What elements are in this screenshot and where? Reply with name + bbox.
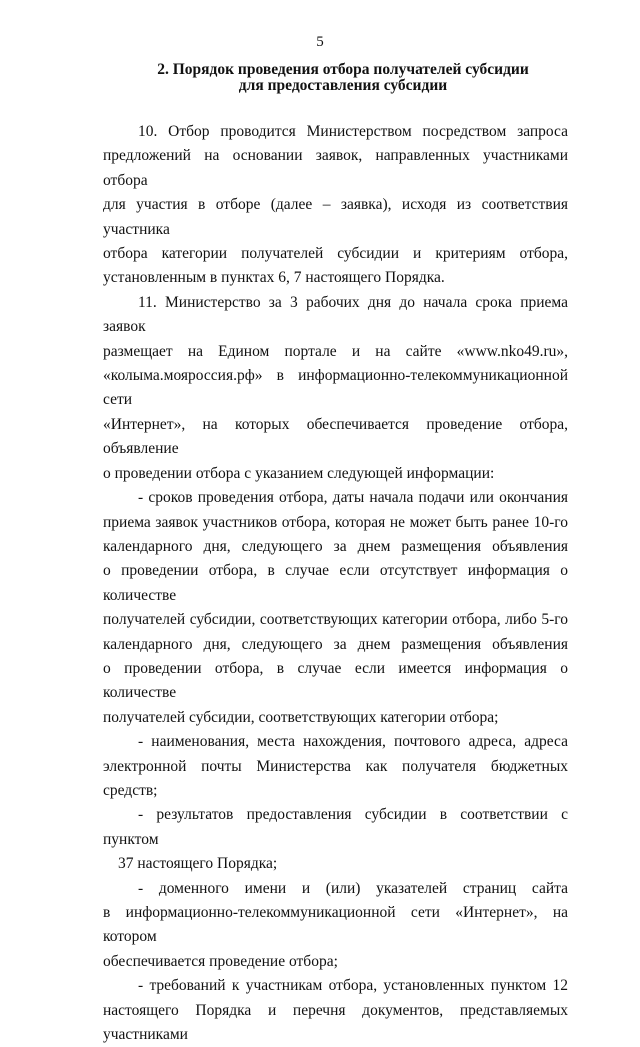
section-heading-line-2: для предоставления субсидии: [238, 77, 448, 94]
section-heading-line-1: 2. Порядок проведения отбора получателей субсидии: [157, 61, 529, 78]
text-line: - доменного имени и (или) указателей страниц сайта: [138, 879, 568, 897]
list-item-requirements: [103, 974, 568, 1047]
text-line: 11. Министерство за 3 рабочих дня до начала срока приема заявок: [103, 293, 568, 336]
text-line: 37 настоящего Порядка;: [118, 855, 278, 873]
paragraph-11: [103, 291, 568, 486]
page-number: 5: [316, 34, 324, 50]
text-line: в информационно-телекоммуникационной сети «Интернет», на котором: [103, 904, 568, 946]
text-line: о проведении отбора, в случае если отсутствует информация о количестве: [103, 562, 568, 604]
document-body: [103, 120, 568, 1047]
list-item-deadlines: [103, 486, 568, 730]
text-line: 10. Отбор проводится Министерством посредством запроса: [138, 123, 568, 140]
list-item-domain-name: [103, 877, 568, 975]
text-line: обеспечивается проведение отбора;: [103, 952, 338, 970]
text-line: установленным в пунктах 6, 7 настоящего Порядка.: [103, 269, 445, 287]
text-line: предложений на основании заявок, направленных участниками отбора: [103, 147, 568, 189]
text-line: настоящего Порядка и перечня документов, представляемых участниками: [103, 1001, 568, 1044]
text-line: календарного дня, следующего за днем размещения объявления: [103, 635, 568, 653]
text-line: приема заявок участников отбора, которая не может быть ранее 10-го: [103, 513, 568, 531]
text-line: - наименования, места нахождения, почтового адреса, адреса: [138, 733, 568, 751]
paragraph-10: [103, 120, 568, 291]
text-line: - требований к участникам отбора, установленных пунктом 12: [138, 977, 568, 995]
list-item-results: [103, 803, 568, 876]
text-line: - сроков проведения отбора, даты начала подачи или окончания: [138, 489, 568, 507]
text-line: получателей субсидии, соответствующих категории отбора, либо 5-го: [103, 611, 568, 629]
section-heading: [103, 62, 583, 94]
text-line: календарного дня, следующего за днем размещения объявления: [103, 537, 568, 555]
text-line: размещает на Едином портале и на сайте «www.nko49.ru»,: [103, 342, 568, 360]
list-item-ministry-details: [103, 730, 568, 803]
text-line: «колыма.мояроссия.рф» в информационно-телекоммуникационной сети: [103, 367, 568, 409]
text-line: - результатов предоставления субсидии в соответствии с пунктом: [103, 806, 568, 848]
text-line: «Интернет», на которых обеспечивается проведение отбора, объявление: [103, 415, 568, 458]
text-line: электронной почты Министерства как получателя бюджетных средств;: [103, 757, 568, 799]
text-line: получателей субсидии, соответствующих категории отбора;: [103, 708, 499, 726]
text-line: о проведении отбора с указанием следующей информации:: [103, 464, 495, 482]
text-line: отбора категории получателей субсидии и критериям отбора,: [103, 245, 568, 263]
text-line: для участия в отборе (далее – заявка), исходя из соответствия участника: [103, 196, 568, 238]
text-line: о проведении отбора, в случае если имеется информация о количестве: [103, 659, 568, 702]
